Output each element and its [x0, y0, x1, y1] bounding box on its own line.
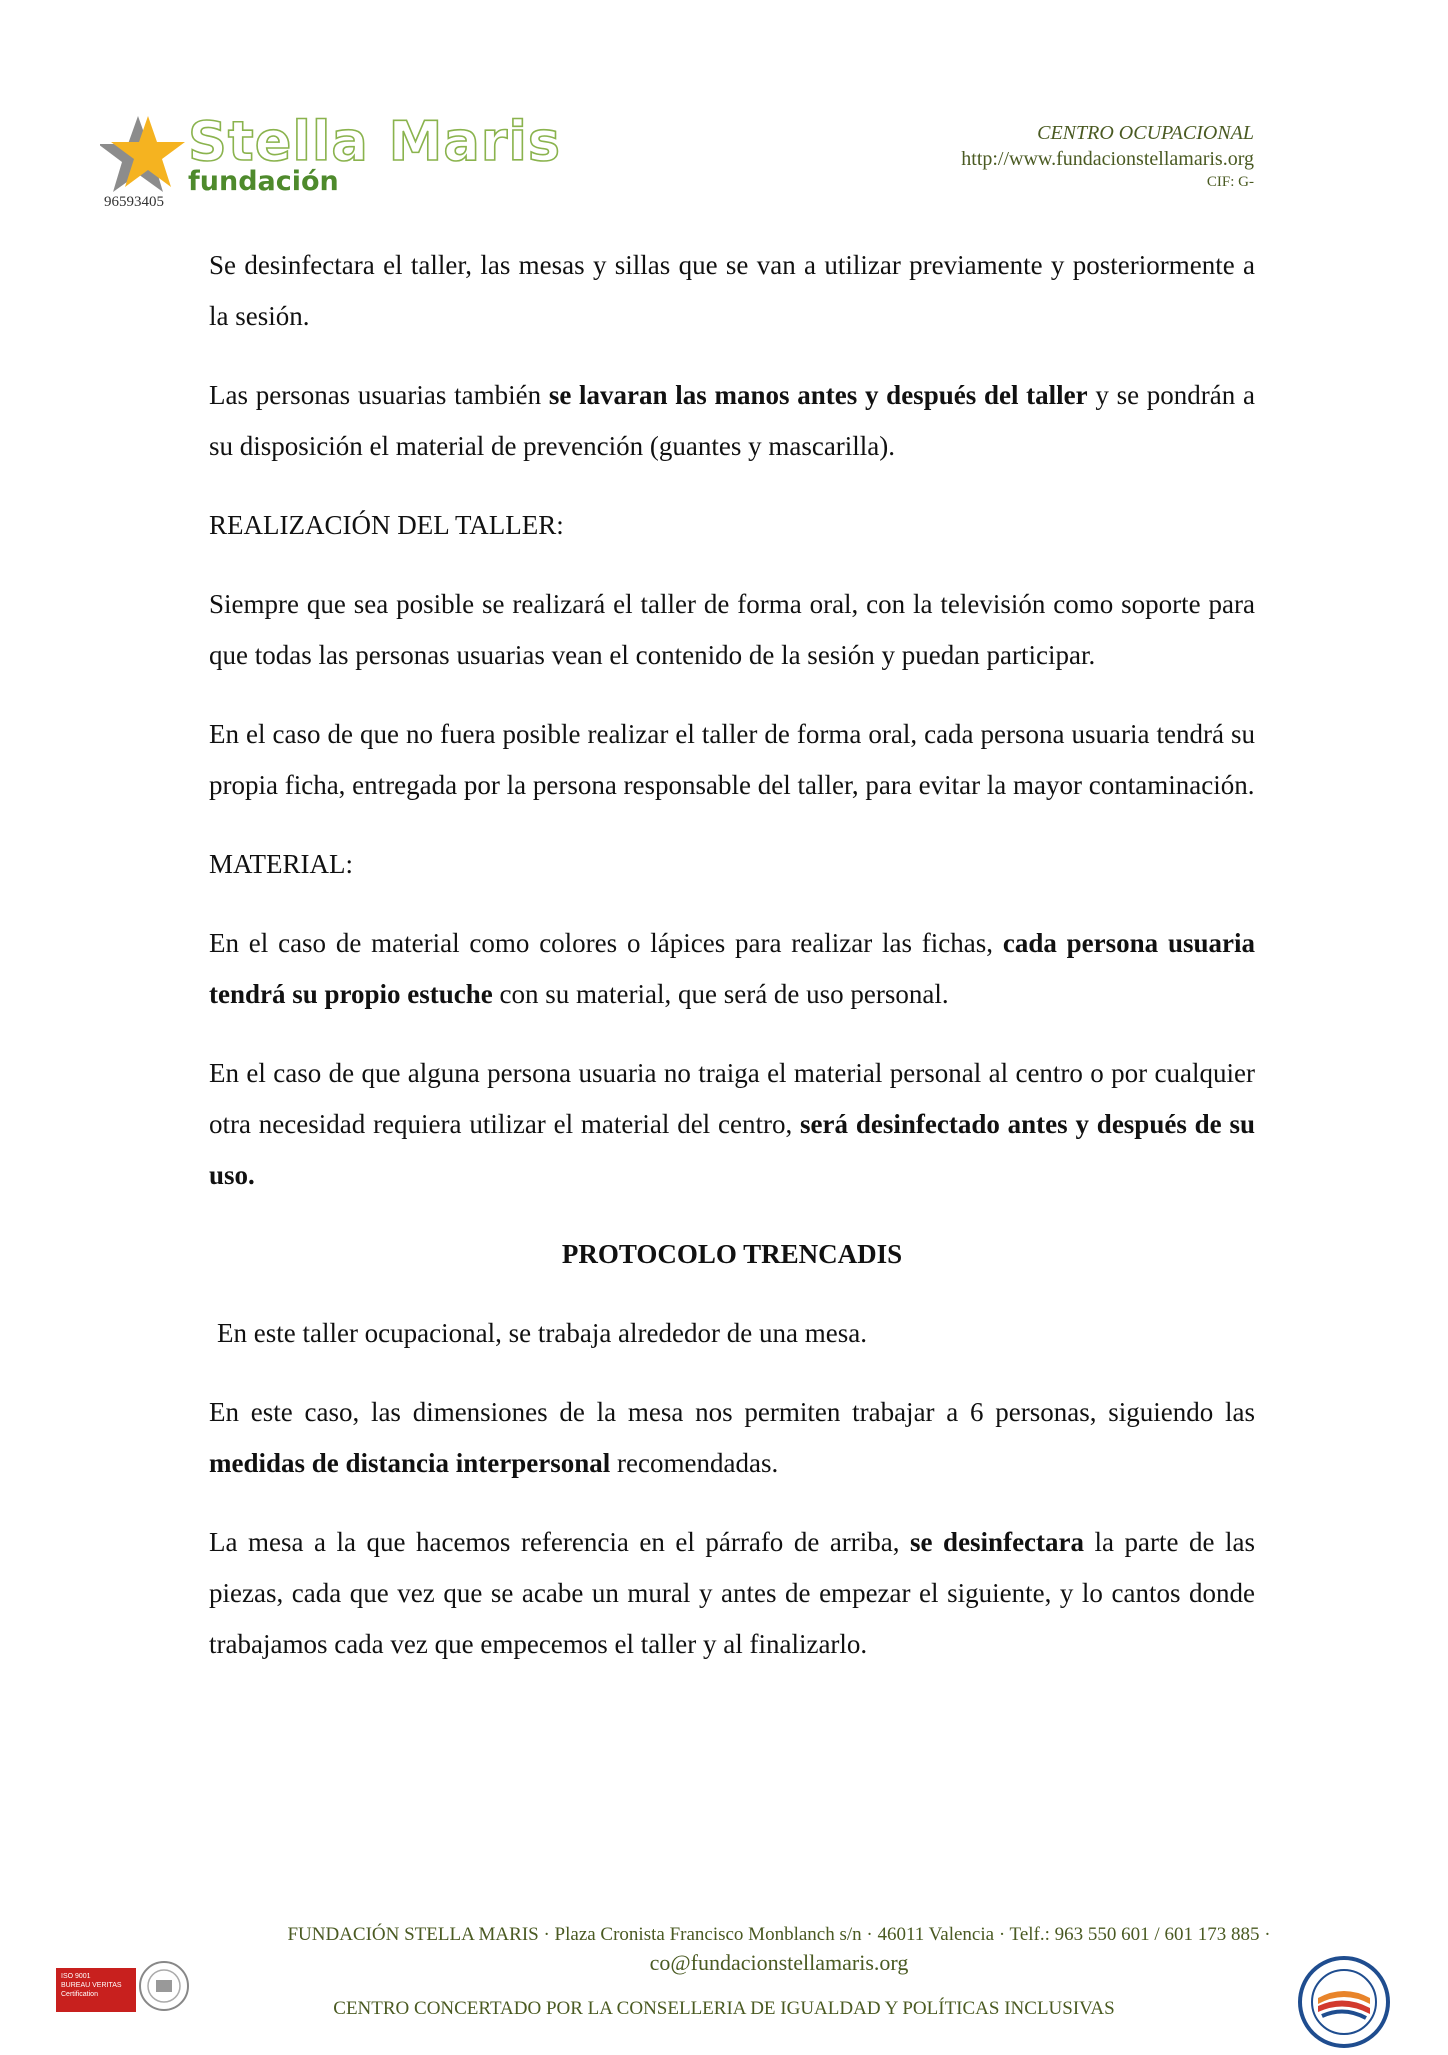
paragraph: La mesa a la que hacemos referencia en el párrafo de arriba, se desinfectara la parte de las piezas, cada que vez que se acabe un mural y antes de empezar el siguiente, y lo cantos donde trabajamos cada vez que empecemos el taller y al finalizarlo. — [209, 1527, 1255, 1659]
section-heading: MATERIAL: — [209, 849, 353, 879]
logo-subtitle: fundación — [188, 166, 339, 197]
paragraph: Siempre que sea posible se realizará el taller de forma oral, con la televisión como soporte para que todas las personas usuarias vean el contenido de la sesión y puedan participar. — [209, 589, 1255, 670]
cif-number: CIF: G- — [1206, 174, 1254, 190]
footer-email[interactable]: co@fundacionstellamaris.org — [649, 1950, 909, 1975]
phone-number: 96593405 — [104, 194, 164, 210]
paragraph: En este caso, las dimensiones de la mesa nos permiten trabajar a 6 personas, siguiendo las medidas de distancia interpersonal recomendadas. — [209, 1397, 1255, 1478]
paragraph: En este taller ocupacional, se trabaja alrededor de una mesa. — [217, 1318, 867, 1348]
header-info — [961, 120, 1254, 192]
star-logo-icon — [100, 110, 190, 194]
footer-address: FUNDACIÓN STELLA MARIS · Plaza Cronista Francisco Monblanch s/n · 46011 Valencia · Telf.: 963 550 601 / 601 173 885 · — [287, 1924, 1271, 1945]
document-body — [209, 240, 1255, 1698]
logo-title: Stella Maris — [188, 110, 562, 173]
paragraph: En el caso de material como colores o lápices para realizar las fichas, cada persona usuaria tendrá su propio estuche con su material, que será de uso personal. — [209, 928, 1255, 1009]
paragraph: Las personas usuarias también se lavaran las manos antes y después del taller y se pondrán a su disposición el material de prevención (guantes y mascarilla). — [209, 380, 1255, 461]
section-heading: REALIZACIÓN DEL TALLER: — [209, 510, 564, 540]
equality-seal — [1296, 1954, 1392, 2055]
page-footer — [0, 1922, 1448, 2022]
cert-badge: ISO 9001 BUREAU VERITAS Certification — [56, 1968, 136, 2012]
paragraph: En el caso de que no fuera posible realizar el taller de forma oral, cada persona usuaria tendrá su propia ficha, entregada por la persona responsable del taller, para evitar la mayor contaminación. — [209, 719, 1255, 800]
stella-maris-logo — [100, 110, 562, 220]
protocol-title: PROTOCOLO TRENCADIS — [561, 1239, 903, 1269]
equality-seal-icon — [1296, 1954, 1392, 2050]
center-name: CENTRO OCUPACIONAL — [1037, 122, 1254, 144]
paragraph: Se desinfectara el taller, las mesas y sillas que se van a utilizar previamente y posteriormente a la sesión. — [209, 250, 1255, 331]
footer-concert: CENTRO CONCERTADO POR LA CONSELLERIA DE IGUALDAD Y POLÍTICAS INCLUSIVAS — [333, 1998, 1115, 2019]
website-link[interactable]: http://www.fundacionstellamaris.org — [961, 148, 1254, 170]
paragraph: En el caso de que alguna persona usuaria no traiga el material personal al centro o por cualquier otra necesidad requiera utilizar el material del centro, será desinfectado antes y después de su uso. — [209, 1058, 1256, 1190]
